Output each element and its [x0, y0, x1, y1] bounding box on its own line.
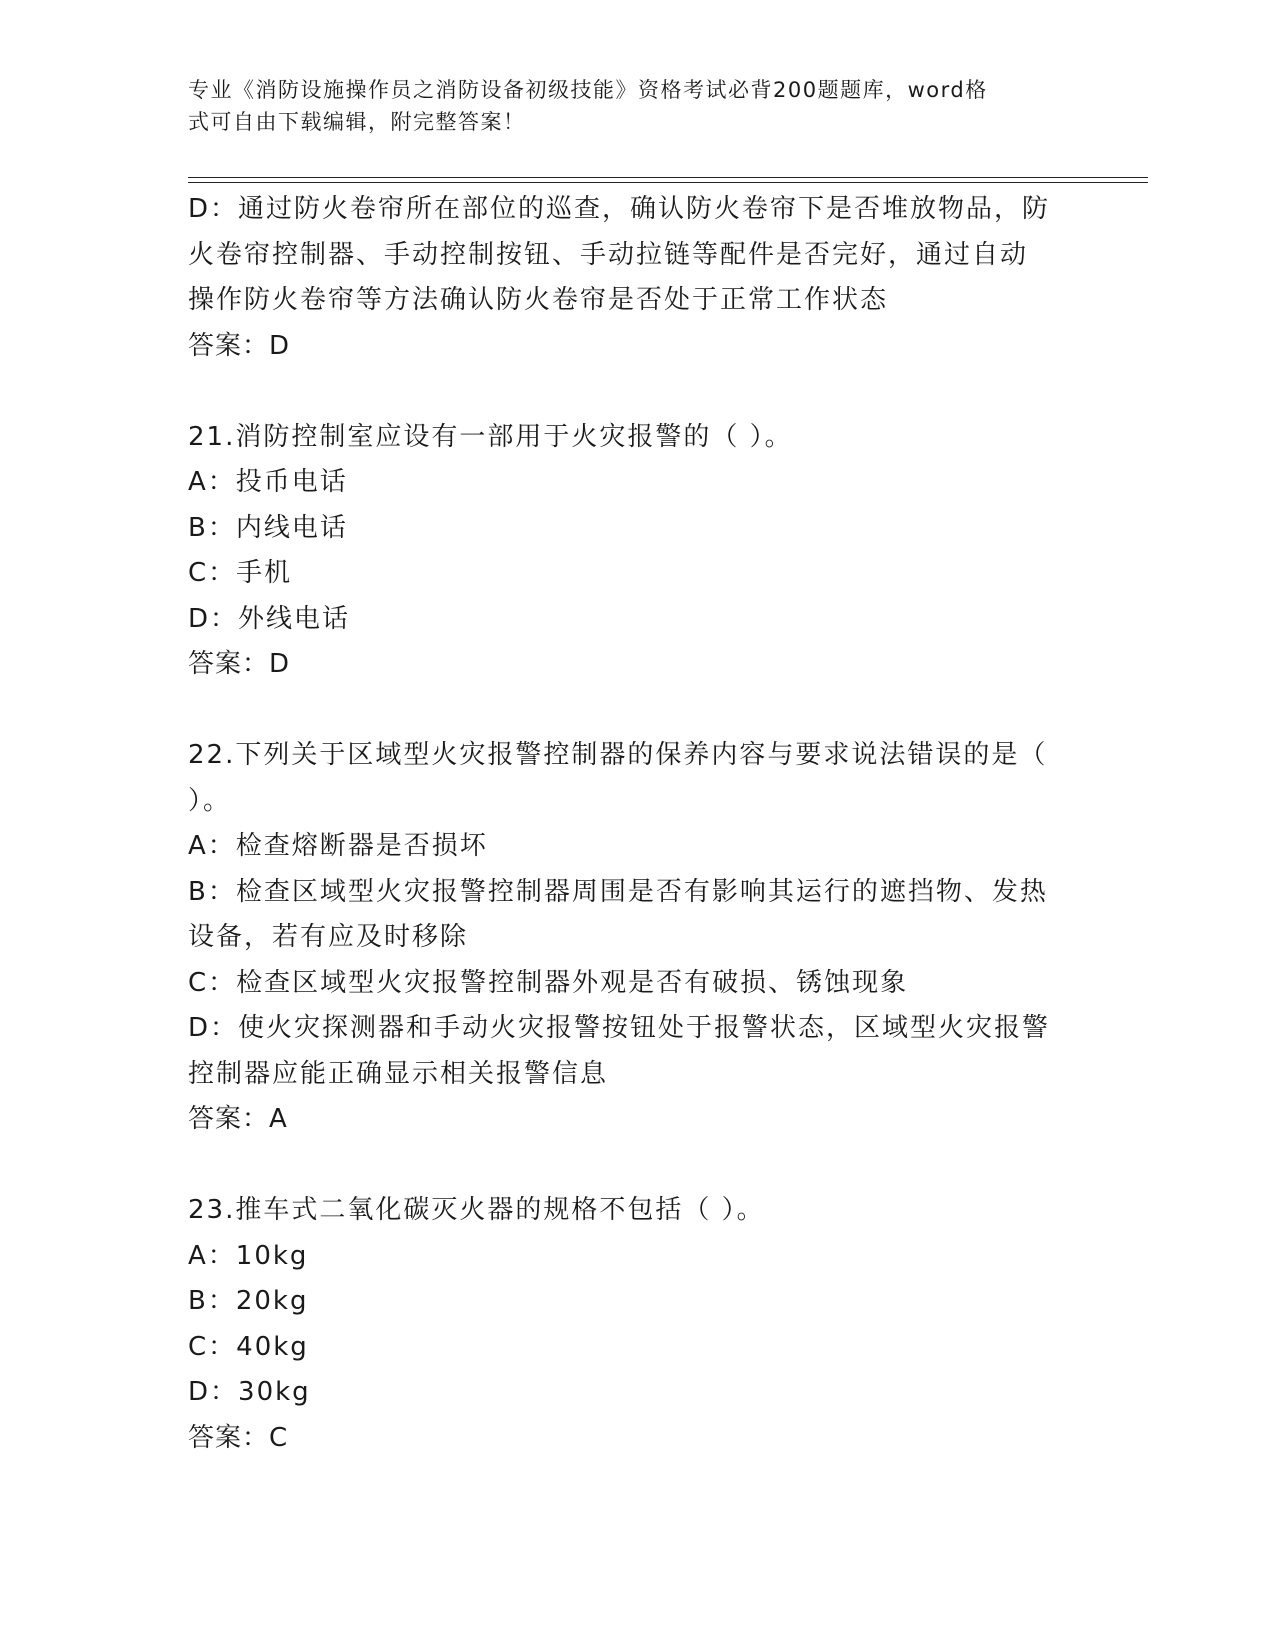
option-d: D：外线电话	[188, 603, 351, 634]
option-c: C：40kg	[188, 1331, 309, 1362]
question-22	[188, 733, 1068, 1143]
option-d: D：使火灾探测器和手动火灾报警按钮处于报警状态，区域型火灾报警	[188, 1013, 1051, 1043]
option-b: B：检查区域型火灾报警控制器周围是否有影响其运行的遮挡物、发热	[188, 876, 1048, 907]
document-header	[188, 74, 1058, 138]
option-c: C：手机	[188, 558, 293, 588]
question-stem: 22.下列关于区域型火灾报警控制器的保养内容与要求说法错误的是（	[188, 740, 1048, 770]
header-line-2: 式可自由下载编辑，附完整答案！	[188, 110, 526, 134]
option-a: A：检查熔断器是否损坏	[188, 831, 488, 861]
previous-question-tail	[188, 187, 1068, 369]
header-rule-top	[188, 177, 1148, 178]
option-a: A：10kg	[188, 1240, 309, 1271]
option-c: C：检查区域型火灾报警控制器外观是否有破损、锈蚀现象	[188, 967, 909, 998]
question-stem: 23.推车式二氧化碳灭火器的规格不包括（ ）。	[188, 1195, 765, 1225]
option-a: A：投币电话	[188, 467, 348, 497]
option-d: 控制器应能正确显示相关报警信息	[188, 1058, 609, 1089]
option-b: B：20kg	[188, 1286, 309, 1316]
option-d-line: 火卷帘控制器、手动控制按钮、手动拉链等配件是否完好，通过自动	[188, 239, 1029, 270]
answer-line: 答案：D	[188, 649, 291, 679]
answer-line: 答案：C	[188, 1422, 289, 1453]
option-d-line: D：通过防火卷帘所在部位的巡查，确认防火卷帘下是否堆放物品，防	[188, 194, 1051, 224]
spacer	[188, 1143, 1068, 1189]
option-d: D：30kg	[188, 1377, 311, 1407]
question-21	[188, 415, 1068, 688]
header-rule-bottom	[188, 182, 1148, 183]
answer-line: 答案：D	[188, 330, 291, 361]
option-d-line: 操作防火卷帘等方法确认防火卷帘是否处于正常工作状态	[188, 285, 889, 315]
question-content	[188, 187, 1068, 1461]
spacer	[188, 369, 1068, 415]
option-b: 设备，若有应及时移除	[188, 922, 469, 952]
question-stem: 21.消防控制室应设有一部用于火灾报警的（ ）。	[188, 421, 793, 452]
question-stem: ）。	[188, 785, 232, 816]
question-23	[188, 1188, 1068, 1461]
option-b: B：内线电话	[188, 512, 348, 543]
spacer	[188, 688, 1068, 734]
answer-line: 答案：A	[188, 1104, 288, 1134]
header-line-1: 专业《消防设施操作员之消防设备初级技能》资格考试必背200题题库，word格	[188, 78, 988, 102]
